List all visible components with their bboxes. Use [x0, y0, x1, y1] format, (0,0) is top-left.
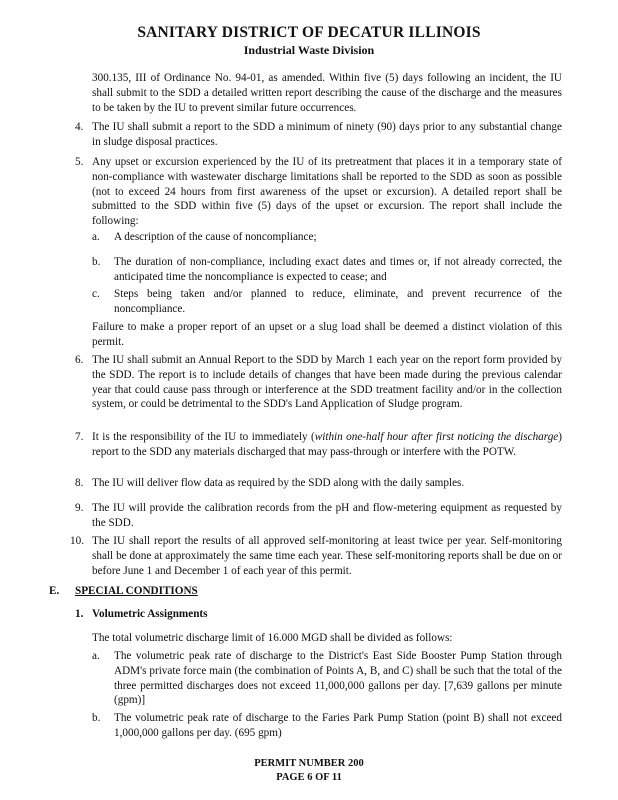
- subitem-text: The volumetric peak rate of discharge to the District's East Side Booster Pump Station through ADM's private force main (the combination of Points A, B, and C) shall be such that the total of the three permitted discharges does not exceed 11,000,000 gallons per day. [7,639 gallons per minute (gpm)]: [114, 650, 562, 707]
- item-number: 5.: [75, 156, 84, 168]
- page-number: PAGE 6 OF 11: [276, 772, 342, 783]
- item-text: The IU shall submit an Annual Report to the SDD by March 1 each year on the report form provided by the SDD. The report is to include details of changes that have been made during the previous calendar year that could cause pass through or interference at the SDD treatment facility and/or in the collection system, or could be detrimental to the SDD's Land Application of Sludge program.: [92, 354, 562, 411]
- subitem-letter: a.: [92, 231, 100, 243]
- subitem-letter: b.: [92, 256, 101, 268]
- item5-closing: Failure to make a proper report of an upset or a slug load shall be deemed a distinct violation of this permit.: [92, 321, 562, 348]
- subitem-letter: a.: [92, 650, 100, 662]
- document-subtitle: Industrial Waste Division: [243, 43, 375, 57]
- section-letter: E.: [49, 585, 60, 597]
- subsection-number: 1.: [75, 608, 84, 620]
- item-number: 10.: [70, 535, 84, 547]
- item-text: The IU will deliver flow data as required by the SDD along with the daily samples.: [92, 477, 465, 489]
- subitem-letter: c.: [92, 288, 100, 300]
- item-number: 9.: [75, 502, 84, 514]
- item-text: The IU shall submit a report to the SDD a minimum of ninety (90) days prior to any substantial change in sludge disposal practices.: [92, 121, 562, 148]
- item-number: 6.: [75, 354, 84, 366]
- section-intro: The total volumetric discharge limit of 16.000 MGD shall be divided as follows:: [92, 632, 453, 644]
- subitem-text: The volumetric peak rate of discharge to the Faries Park Pump Station (point B) shall not exceed 1,000,000 gallons per day. (695 gpm): [114, 712, 562, 739]
- item-text: The IU will provide the calibration records from the pH and flow-metering equipment as requested by the SDD.: [92, 502, 562, 529]
- item-text: The IU shall report the results of all approved self-monitoring at least twice per year. Self-monitoring shall be done at approximately the same time each year. These self-monitoring reports shall be due on or before June 1 and December 1 of each year of this permit.: [92, 535, 562, 577]
- document-title: SANITARY DISTRICT OF DECATUR ILLINOIS: [137, 24, 481, 41]
- item-number: 4.: [75, 121, 84, 133]
- subitem-text: The duration of non-compliance, including exact dates and times or, if not already corrected, the anticipated time the noncompliance is expected to cease; and: [114, 256, 562, 283]
- subitem-letter: b.: [92, 712, 101, 724]
- subsection-title: Volumetric Assignments: [92, 608, 208, 620]
- subitem-text: A description of the cause of noncompliance;: [114, 231, 317, 243]
- subitem-text: Steps being taken and/or planned to reduce, eliminate, and prevent recurrence of the noncompliance.: [114, 288, 562, 315]
- item-text: It is the responsibility of the IU to immediately (within one-half hour after first noticing the discharge) report to the SDD any materials discharged that may pass-through or interfere with the POTW.: [92, 431, 563, 458]
- permit-number: PERMIT NUMBER 200: [254, 758, 364, 769]
- intro-continuation: 300.135, III of Ordinance No. 94-01, as amended. Within five (5) days following an incident, the IU shall submit to the SDD a detailed written report describing the cause of the discharge and the measures to be taken by the IU to prevent similar future occurrences.: [92, 72, 562, 114]
- item-text: Any upset or excursion experienced by the IU of its pretreatment that places it in a temporary state of non-compliance with wastewater discharge limitations shall be reported to the SDD as soon as possible (not to exceed 24 hours from first awareness of the upset or excursion). A detailed report shall be submitted to the SDD within five (5) days of the upset or excursion. The report shall include the following:: [92, 156, 562, 228]
- item-number: 8.: [75, 477, 84, 489]
- item-number: 7.: [75, 431, 84, 443]
- section-title: SPECIAL CONDITIONS: [75, 585, 198, 597]
